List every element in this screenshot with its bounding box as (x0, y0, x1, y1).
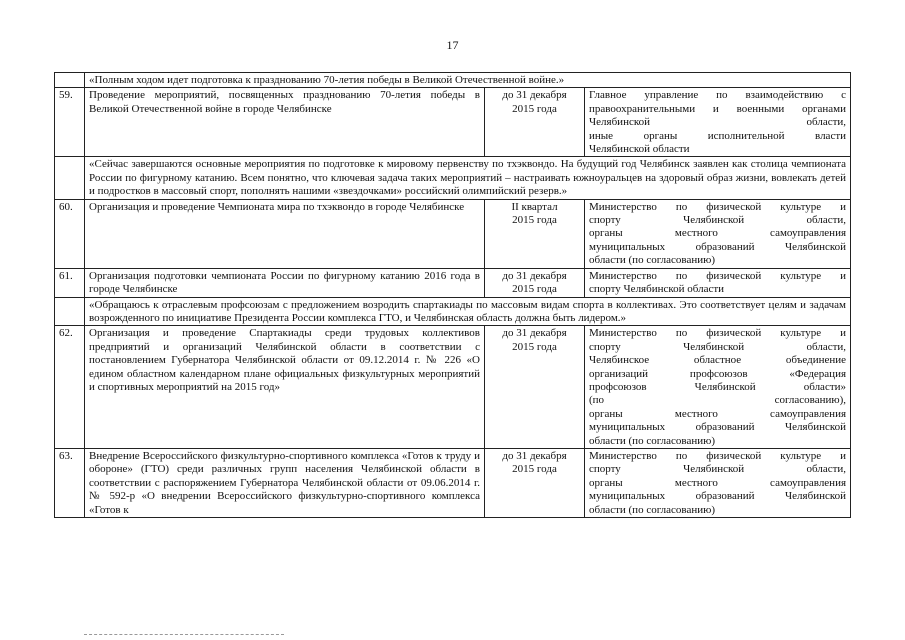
responsible-line: профсоюзов Челябинской области» (589, 380, 847, 393)
responsible-line: спорту Челябинской области, (589, 463, 847, 476)
row-number (55, 297, 85, 326)
row-number: 60. (55, 199, 85, 268)
deadline (485, 448, 585, 517)
responsible-parties (585, 448, 851, 517)
governor-quote: «Сейчас завершаются основные мероприятия по подготовке к мировому первенству по тхэквондо. На будущий год Челябинск заявлен как столица чемпионата России по фигурному катанию. Всем понятно, что ключевая задача таких мероприятий – настраивать южноуральцев на здоровый образ жизни, вовлекать детей и подростков в массовый спорт, пополнять нашими «звездочками» российский олимпийский резерв.» (85, 157, 851, 199)
deadline (485, 199, 585, 268)
responsible-line: области (по согласованию) (589, 434, 715, 447)
responsible-line: муниципальных образований Челябинской (589, 240, 847, 253)
responsible-parties (585, 199, 851, 268)
deadline-line: до 31 декабря (502, 269, 567, 282)
deadline-line: 2015 года (512, 102, 557, 115)
activity-description: Проведение мероприятий, посвященных празднованию 70-летия победы в Великой Отечественной войне в городе Челябинске (85, 88, 485, 157)
responsible-line: Министерство по физической культуре и (589, 449, 847, 462)
responsible-line: Челябинской области (589, 143, 690, 156)
responsible-line: области (по согласованию) (589, 503, 715, 516)
governor-quote: «Обращаюсь к отраслевым профсоюзам с предложением возродить спартакиады по массовым видам спорта в коллективах. Это соответствует целям и задачам возрожденного по инициативе Президента России комплекса ГТО, и Челябинская область должна быть лидером.» (85, 297, 851, 326)
row-number (55, 73, 85, 88)
responsible-line: органы местного самоуправления (589, 407, 847, 420)
responsible-line: спорту Челябинской области, (589, 214, 847, 227)
activity-description: Внедрение Всероссийского физкультурно-спортивного комплекса «Готов к труду и обороне» (ГТО) среди различных групп населения Челябинской области в соответствии с распоряжением Губернатора Челябинской области от 09.06.2014 г. № 592-р «О внедрении Всероссийского физкультурно-спортивного комплекса «Готов к (85, 448, 485, 517)
deadline (485, 268, 585, 297)
deadline-line: 2015 года (512, 214, 557, 227)
responsible-line: Главное управление по взаимодействию с (589, 89, 847, 102)
table-row (55, 199, 851, 268)
table-row (55, 268, 851, 297)
deadline-line: до 31 декабря (502, 327, 567, 340)
row-number: 61. (55, 268, 85, 297)
responsible-line: организаций профсоюзов «Федерация (589, 367, 847, 380)
quote-row (55, 157, 851, 199)
quote-row (55, 297, 851, 326)
responsible-line: Министерство по физической культуре и (589, 200, 847, 213)
deadline (485, 326, 585, 449)
deadline-line: II квартал (511, 200, 558, 213)
responsible-line: спорту Челябинской области (589, 283, 725, 296)
responsible-line: муниципальных образований Челябинской (589, 421, 847, 434)
activity-description: Организация подготовки чемпионата России по фигурному катанию 2016 года в городе Челябинске (85, 268, 485, 297)
responsible-line: области (по согласованию) (589, 254, 715, 267)
responsible-parties (585, 268, 851, 297)
deadline-line: до 31 декабря (502, 89, 567, 102)
activity-description: Организация и проведение Спартакиады среди трудовых коллективов предприятий и организаций Челябинской области в соответствии с постановлением Губернатора Челябинской области от 09.12.2014 г. № 226 «О едином областном календарном плане официальных физкультурных мероприятий и спортивных мероприятий на 2015 год» (85, 326, 485, 449)
responsible-line: органы местного самоуправления (589, 227, 847, 240)
responsible-line: правоохранительными и военными органами (589, 102, 847, 115)
responsible-line: спорту Челябинской области, (589, 340, 847, 353)
responsible-line: органы местного самоуправления (589, 476, 847, 489)
deadline (485, 88, 585, 157)
responsible-line: Министерство по физической культуре и (589, 327, 847, 340)
page-number: 17 (446, 38, 459, 52)
activity-description: Организация и проведение Чемпионата мира по тхэквондо в городе Челябинске (85, 199, 485, 268)
deadline-line: 2015 года (512, 283, 557, 296)
responsible-line: Челябинской области, (589, 116, 847, 129)
responsible-line: муниципальных образований Челябинской (589, 490, 847, 503)
responsible-line: (по согласованию), (589, 394, 847, 407)
scan-artifact-line (84, 634, 284, 635)
deadline-line: 2015 года (512, 463, 557, 476)
row-number: 62. (55, 326, 85, 449)
table-row (55, 326, 851, 449)
governor-quote: «Полным ходом идет подготовка к празднованию 70-летия победы в Великой Отечественной войне.» (85, 73, 851, 88)
table-row (55, 448, 851, 517)
responsible-line: Челябинское областное объединение (589, 354, 847, 367)
row-number (55, 157, 85, 199)
responsible-line: Министерство по физической культуре и (589, 269, 847, 282)
deadline-line: 2015 года (512, 340, 557, 353)
table-row (55, 88, 851, 157)
responsible-parties (585, 88, 851, 157)
row-number: 59. (55, 88, 85, 157)
responsible-parties (585, 326, 851, 449)
action-plan-table (54, 72, 851, 518)
responsible-line: иные органы исполнительной власти (589, 129, 847, 142)
quote-row (55, 73, 851, 88)
row-number: 63. (55, 448, 85, 517)
deadline-line: до 31 декабря (502, 449, 567, 462)
